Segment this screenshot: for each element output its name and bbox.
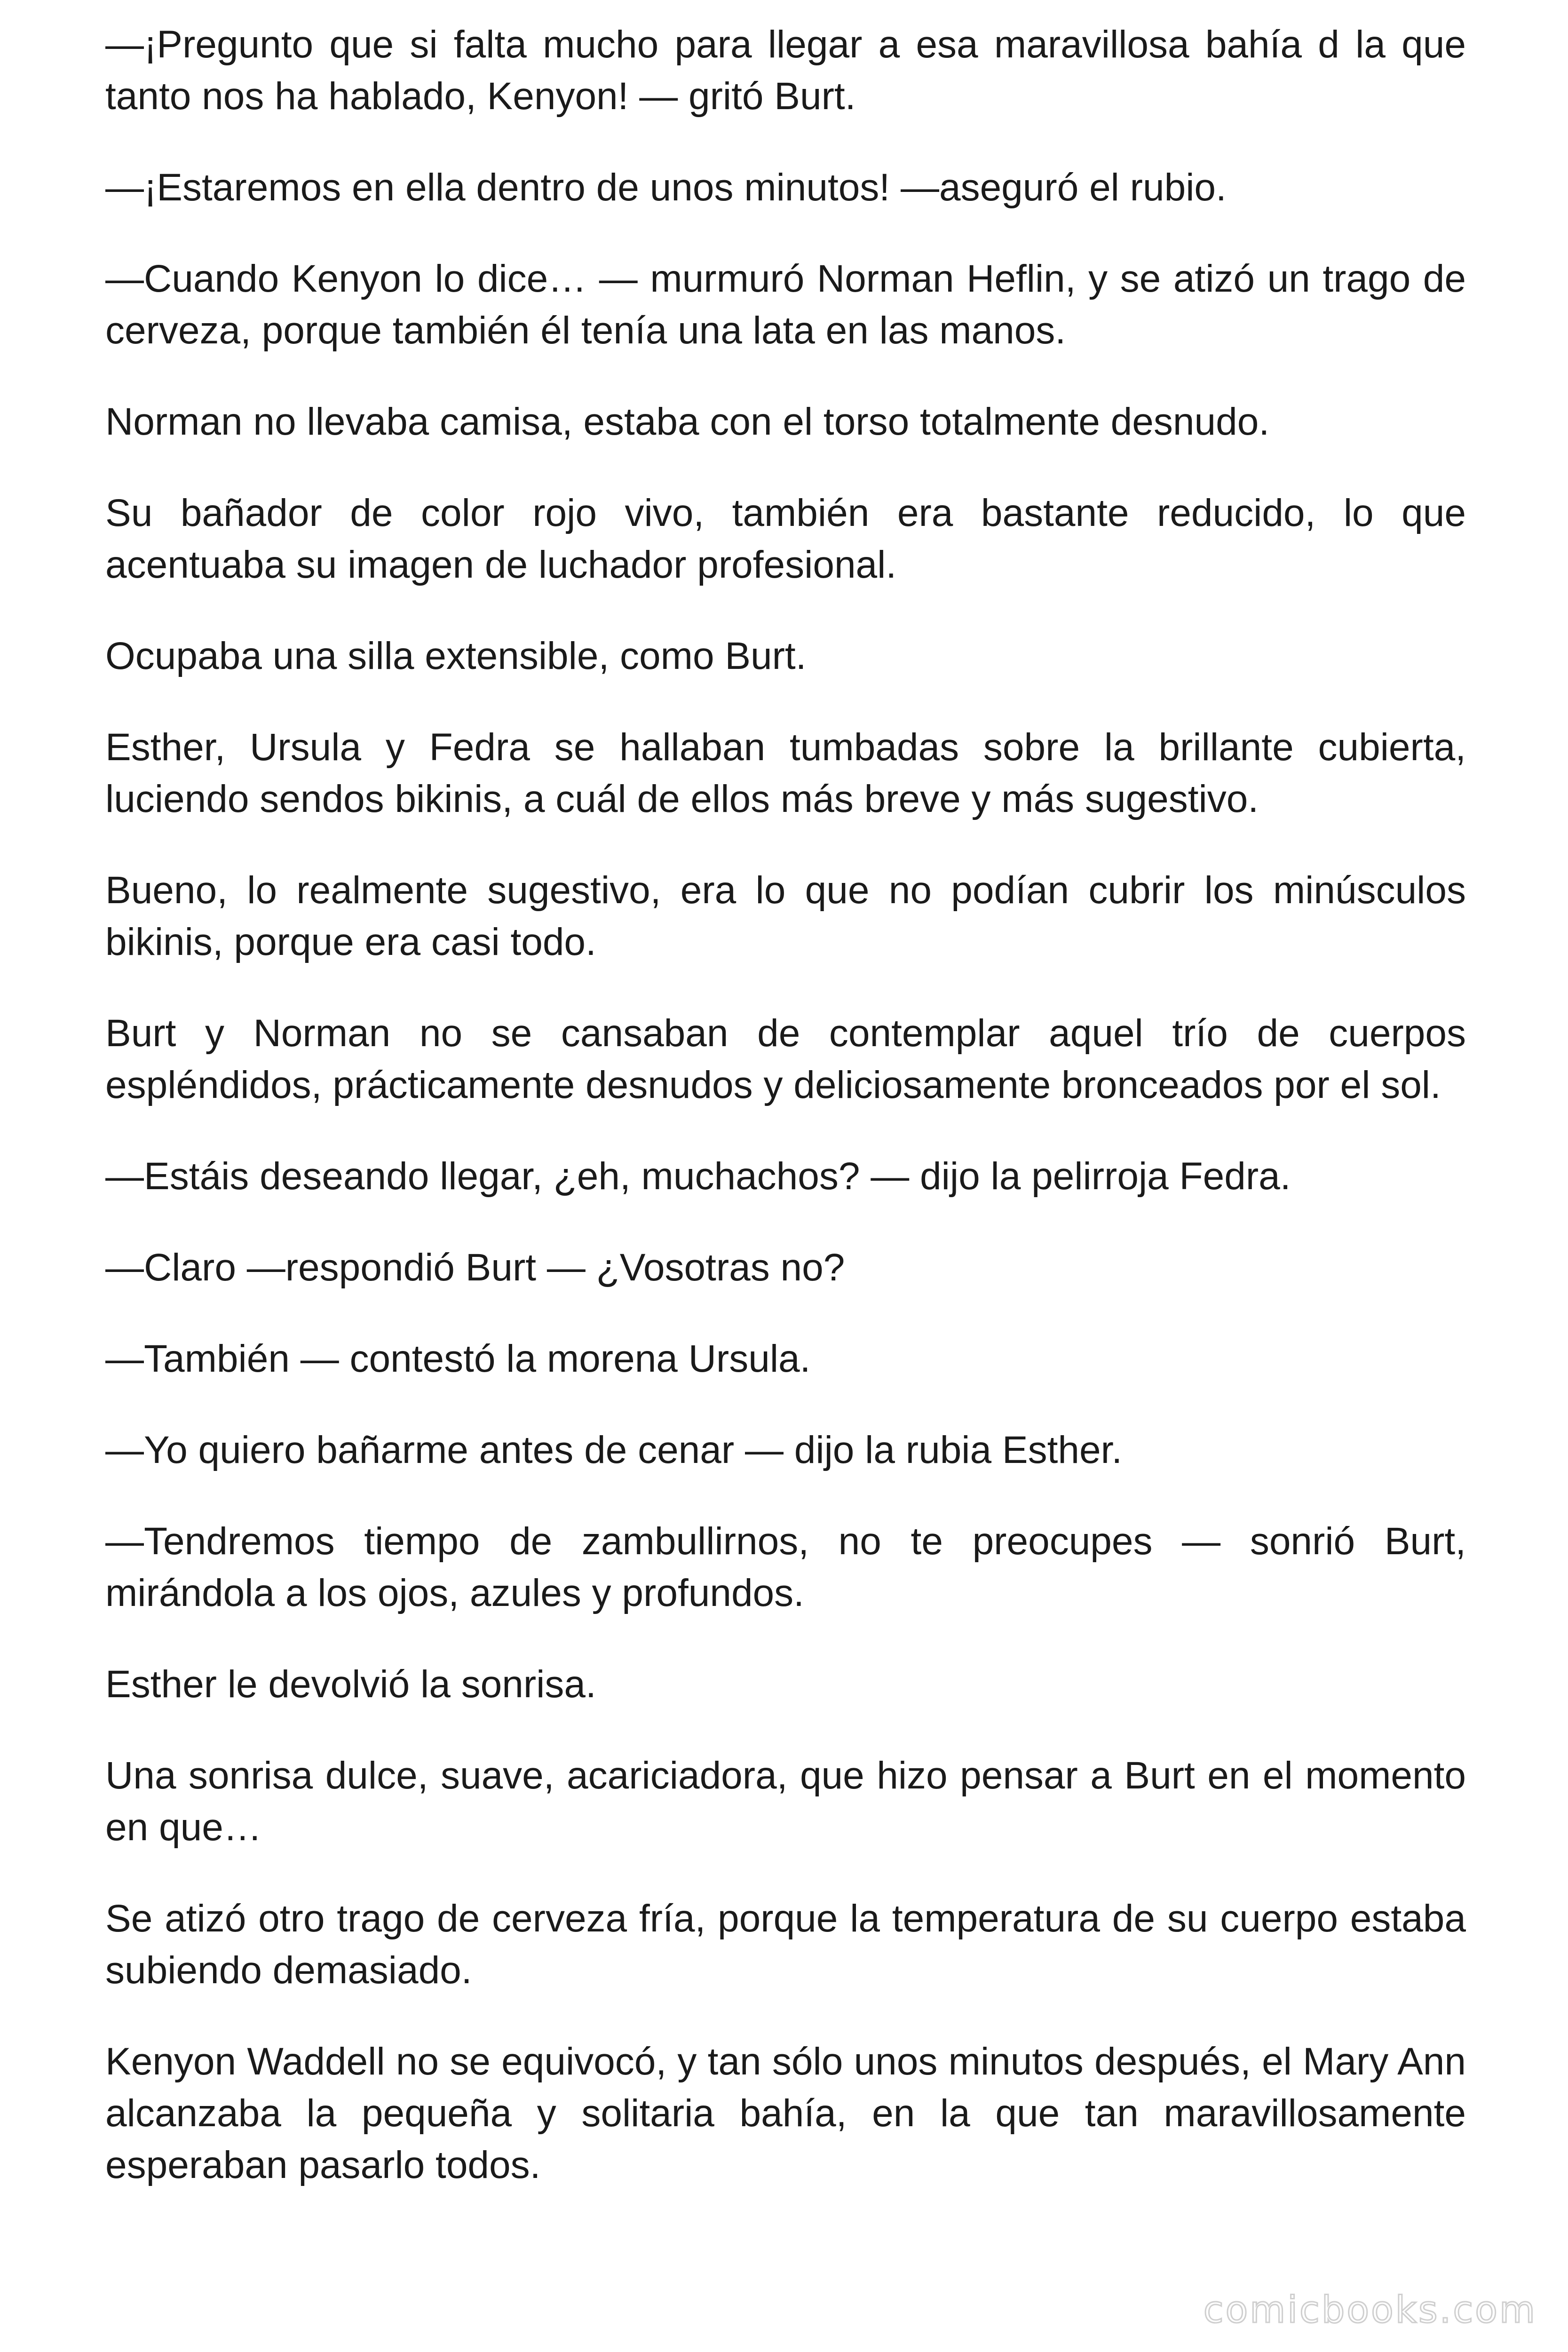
paragraph: Una sonrisa dulce, suave, acariciadora, que hizo pensar a Burt en el momento en que… [105,1754,1466,1849]
watermark: comicbooks.com [1203,2289,1537,2331]
paragraph: —Claro —respondió Burt — ¿Vosotras no? [105,1246,845,1289]
paragraph: Su bañador de color rojo vivo, también era bastante reducido, lo que acentuaba su imagen de luchador profesional. [105,492,1466,586]
paragraph: —¡Pregunto que si falta mucho para llegar a esa maravillosa bahía d la que tanto nos ha hablado, Kenyon! — gritó Burt. [105,23,1466,118]
paragraph: —Cuando Kenyon lo dice… — murmuró Norman Heflin, y se atizó un trago de cerveza, porque también él tenía una lata en las manos. [105,257,1466,352]
paragraph: Kenyon Waddell no se equivocó, y tan sólo unos minutos después, el Mary Ann alcanzaba la pequeña y solitaria bahía, en la que tan maravillosamente esperaban pasarlo todos. [105,2040,1466,2186]
paragraph: Esther le devolvió la sonrisa. [105,1663,596,1706]
paragraph: —También — contestó la morena Ursula. [105,1337,811,1380]
paragraph: —Yo quiero bañarme antes de cenar — dijo la rubia Esther. [105,1429,1123,1471]
paragraph: —Tendremos tiempo de zambullirnos, no te preocupes — sonrió Burt, mirándola a los ojos, azules y profundos. [105,1520,1466,1614]
paragraph: Esther, Ursula y Fedra se hallaban tumbadas sobre la brillante cubierta, luciendo sendos bikinis, a cuál de ellos más breve y más sugestivo. [105,726,1466,820]
paragraph: Se atizó otro trago de cerveza fría, porque la temperatura de su cuerpo estaba subiendo demasiado. [105,1897,1466,1992]
paragraph: —¡Estaremos en ella dentro de unos minutos! —aseguró el rubio. [105,166,1227,209]
paragraph: Norman no llevaba camisa, estaba con el torso totalmente desnudo. [105,400,1270,443]
paragraph: Burt y Norman no se cansaban de contemplar aquel trío de cuerpos espléndidos, prácticamente desnudos y deliciosamente bronceados por el sol. [105,1012,1466,1106]
paragraph: Bueno, lo realmente sugestivo, era lo que no podían cubrir los minúsculos bikinis, porque era casi todo. [105,869,1466,963]
body-text [105,19,1466,2231]
paragraph: Ocupaba una silla extensible, como Burt. [105,635,807,677]
paragraph: —Estáis deseando llegar, ¿eh, muchachos? — dijo la pelirroja Fedra. [105,1155,1291,1198]
